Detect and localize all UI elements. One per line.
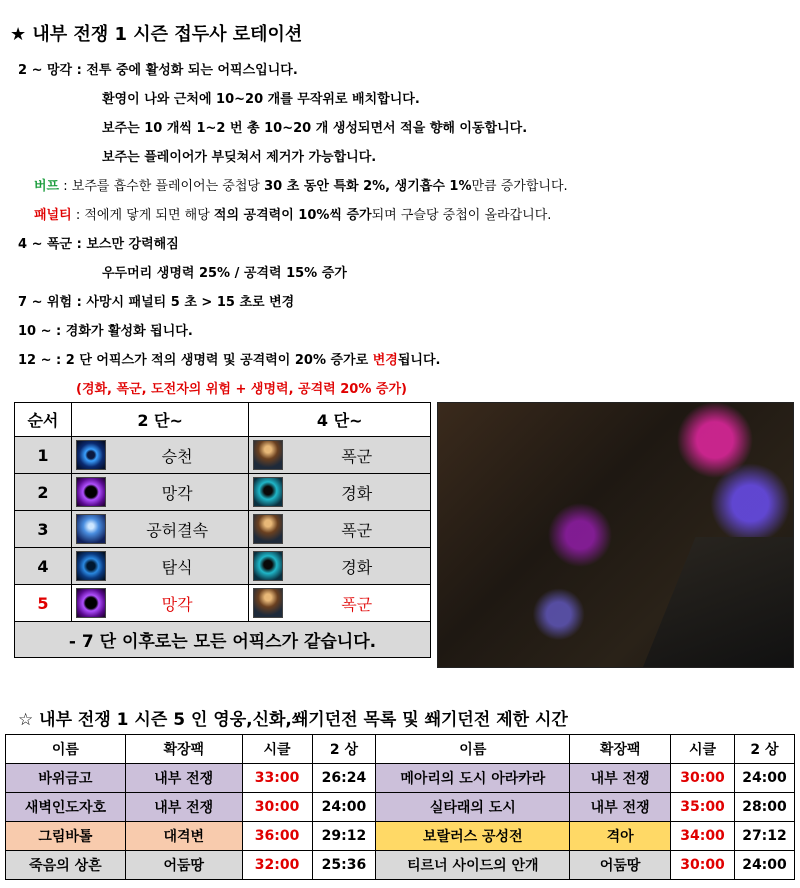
penalty-text-a: : 적에게 닿게 되면 해당 bbox=[71, 208, 214, 223]
rotation-order: 5 bbox=[15, 585, 72, 622]
affix-line-oblivion: 2 ~ 망각 : 전투 중에 활성화 되는 어픽스입니다. bbox=[18, 63, 298, 78]
dungeon-two-chest: 24:00 bbox=[312, 793, 376, 822]
dungeon-header-expansion: 확장팩 bbox=[570, 735, 671, 764]
dungeon-two-chest: 24:00 bbox=[734, 851, 794, 880]
dungeon-name: 새벽인도자호 bbox=[6, 793, 126, 822]
affix-name: 망각 bbox=[161, 483, 193, 503]
dungeon-header-time: 시클 bbox=[671, 735, 735, 764]
affix-name: 경화 bbox=[341, 557, 373, 577]
dungeon-expansion: 내부 전쟁 bbox=[570, 764, 671, 793]
dungeon-timer: 35:00 bbox=[671, 793, 735, 822]
affix-line-fortified: 10 ~ : 경화가 활성화 됩니다. bbox=[18, 324, 193, 339]
dungeon-two-chest: 25:36 bbox=[312, 851, 376, 880]
dungeon-timer: 30:00 bbox=[671, 851, 735, 880]
buff-text-c: 만큼 증가합니다. bbox=[471, 179, 568, 194]
buff-text-b: 30 초 동안 특화 2%, 생기흡수 1% bbox=[264, 179, 472, 194]
level12-text-a: 12 ~ : 2 단 어픽스가 적의 생명력 및 공격력이 20% 증가로 bbox=[18, 353, 373, 368]
dungeon-timer: 36:00 bbox=[242, 822, 312, 851]
affix-name: 폭군 bbox=[341, 594, 373, 614]
penalty-text-c: 되며 구슬당 중첩이 올라갑니다. bbox=[371, 208, 552, 223]
affix-name: 망각 bbox=[161, 594, 193, 614]
dungeon-name: 그림바톨 bbox=[6, 822, 126, 851]
page-title: ★ 내부 전쟁 1 시즌 접두사 로테이션 bbox=[10, 24, 303, 45]
dungeon-name: 죽음의 상흔 bbox=[6, 851, 126, 880]
dungeon-row bbox=[6, 793, 795, 822]
affix-line-orbs: 보주는 10 개씩 1~2 번 총 10~20 개 생성되면서 적을 향해 이동합니다. bbox=[102, 121, 528, 136]
dungeon-expansion: 내부 전쟁 bbox=[125, 793, 242, 822]
dungeon-row bbox=[6, 822, 795, 851]
buff-line bbox=[34, 175, 568, 194]
penalty-line bbox=[34, 204, 551, 223]
dungeon-two-chest: 28:00 bbox=[734, 793, 794, 822]
buff-label: 버프 bbox=[34, 179, 60, 194]
dungeon-name: 바위금고 bbox=[6, 764, 126, 793]
dungeon-two-chest: 26:24 bbox=[312, 764, 376, 793]
dungeon-expansion: 내부 전쟁 bbox=[570, 793, 671, 822]
fortified-icon bbox=[253, 477, 283, 507]
rotation-affix-b bbox=[249, 548, 431, 585]
dungeon-timer: 33:00 bbox=[242, 764, 312, 793]
rotation-header-level2: 2 단~ bbox=[71, 403, 249, 437]
affix-line-peril: 7 ~ 위험 : 사망시 패널티 5 초 > 15 초로 변경 bbox=[18, 295, 295, 310]
dungeon-two-chest: 29:12 bbox=[312, 822, 376, 851]
rotation-row bbox=[15, 511, 431, 548]
rotation-affix-b bbox=[249, 511, 431, 548]
dungeon-name: 실타래의 도시 bbox=[376, 793, 570, 822]
rotation-header-order: 순서 bbox=[15, 403, 72, 437]
dungeon-name: 메아리의 도시 아라카라 bbox=[376, 764, 570, 793]
game-screenshot bbox=[437, 402, 794, 668]
dungeon-row bbox=[6, 851, 795, 880]
dungeon-timer: 32:00 bbox=[242, 851, 312, 880]
oblivion-orb-icon bbox=[76, 477, 106, 507]
rotation-affix-b bbox=[249, 585, 431, 622]
vortex-icon bbox=[76, 440, 106, 470]
rotation-affix-a bbox=[71, 474, 249, 511]
dungeon-name: 티르너 사이드의 안개 bbox=[376, 851, 570, 880]
rotation-affix-b bbox=[249, 437, 431, 474]
tyrannical-icon bbox=[253, 514, 283, 544]
dungeon-header-two-chest: 2 상 bbox=[734, 735, 794, 764]
buff-text-a: : 보주를 흡수한 플레이어는 중첩당 bbox=[59, 179, 265, 194]
level12-text-change: 변경 bbox=[372, 353, 398, 368]
rotation-order: 4 bbox=[15, 548, 72, 585]
rotation-row bbox=[15, 437, 431, 474]
dungeon-two-chest: 24:00 bbox=[734, 764, 794, 793]
rotation-affix-a bbox=[71, 548, 249, 585]
dungeon-header-row bbox=[6, 735, 795, 764]
penalty-label: 패널티 bbox=[34, 208, 72, 223]
dungeon-expansion: 격아 bbox=[570, 822, 671, 851]
dungeons-title: ☆ 내부 전쟁 1 시즌 5 인 영웅,신화,쐐기던전 목록 및 쐐기던전 제한 시간 bbox=[18, 710, 568, 730]
dungeon-timer: 30:00 bbox=[671, 764, 735, 793]
dungeon-expansion: 대격변 bbox=[125, 822, 242, 851]
rotation-header-row bbox=[15, 403, 431, 437]
penalty-text-b: 적의 공격력이 10%씩 증가 bbox=[213, 208, 372, 223]
dungeon-name: 보랄러스 공성전 bbox=[376, 822, 570, 851]
dungeon-header-two-chest: 2 상 bbox=[312, 735, 376, 764]
rotation-order: 2 bbox=[15, 474, 72, 511]
level12-text-c: 됩니다. bbox=[397, 353, 441, 368]
rotation-order: 1 bbox=[15, 437, 72, 474]
affix-name: 폭군 bbox=[341, 520, 373, 540]
dungeon-table bbox=[5, 734, 795, 880]
oblivion-orb-icon bbox=[76, 588, 106, 618]
dungeon-row bbox=[6, 764, 795, 793]
rotation-header-level4: 4 단~ bbox=[249, 403, 431, 437]
affix-line-tyrannical: 4 ~ 폭군 : 보스만 강력해짐 bbox=[18, 237, 179, 252]
dungeon-header-expansion: 확장팩 bbox=[125, 735, 242, 764]
tyrannical-icon bbox=[253, 588, 283, 618]
affix-name: 경화 bbox=[341, 483, 373, 503]
rotation-affix-a bbox=[71, 585, 249, 622]
dungeon-header-name: 이름 bbox=[6, 735, 126, 764]
dungeon-timer: 34:00 bbox=[671, 822, 735, 851]
affix-name: 폭군 bbox=[341, 446, 373, 466]
affix-name: 공허결속 bbox=[146, 520, 209, 540]
fortified-icon bbox=[253, 551, 283, 581]
rotation-footer-row bbox=[15, 622, 431, 658]
affix-name: 승천 bbox=[161, 446, 193, 466]
spirit-icon bbox=[76, 514, 106, 544]
dungeon-expansion: 내부 전쟁 bbox=[125, 764, 242, 793]
affix-line-boss-stats: 우두머리 생명력 25% / 공격력 15% 증가 bbox=[102, 266, 347, 281]
tyrannical-icon bbox=[253, 440, 283, 470]
dungeon-header-name: 이름 bbox=[376, 735, 570, 764]
rotation-footer: - 7 단 이후로는 모든 어픽스가 같습니다. bbox=[15, 622, 431, 658]
rotation-row bbox=[15, 548, 431, 585]
rotation-affix-a bbox=[71, 437, 249, 474]
dungeon-expansion: 어둠땅 bbox=[125, 851, 242, 880]
rotation-row bbox=[15, 474, 431, 511]
affix-name: 탐식 bbox=[161, 557, 193, 577]
devour-icon bbox=[76, 551, 106, 581]
screenshot-roof-shape bbox=[643, 537, 793, 667]
rotation-row bbox=[15, 585, 431, 622]
rotation-table bbox=[14, 402, 431, 658]
affix-line-illusions: 환영이 나와 근처에 10~20 개를 무작위로 배치합니다. bbox=[102, 92, 420, 107]
affix-line-remove: 보주는 플레이어가 부딪쳐서 제거가 가능합니다. bbox=[102, 150, 377, 165]
dungeon-timer: 30:00 bbox=[242, 793, 312, 822]
affix-line-level12-detail: (경화, 폭군, 도전자의 위험 + 생명력, 공격력 20% 증가) bbox=[76, 382, 407, 397]
dungeon-expansion: 어둠땅 bbox=[570, 851, 671, 880]
dungeon-two-chest: 27:12 bbox=[734, 822, 794, 851]
dungeon-header-time: 시클 bbox=[242, 735, 312, 764]
affix-line-level12 bbox=[18, 349, 440, 368]
rotation-order: 3 bbox=[15, 511, 72, 548]
rotation-affix-a bbox=[71, 511, 249, 548]
rotation-affix-b bbox=[249, 474, 431, 511]
